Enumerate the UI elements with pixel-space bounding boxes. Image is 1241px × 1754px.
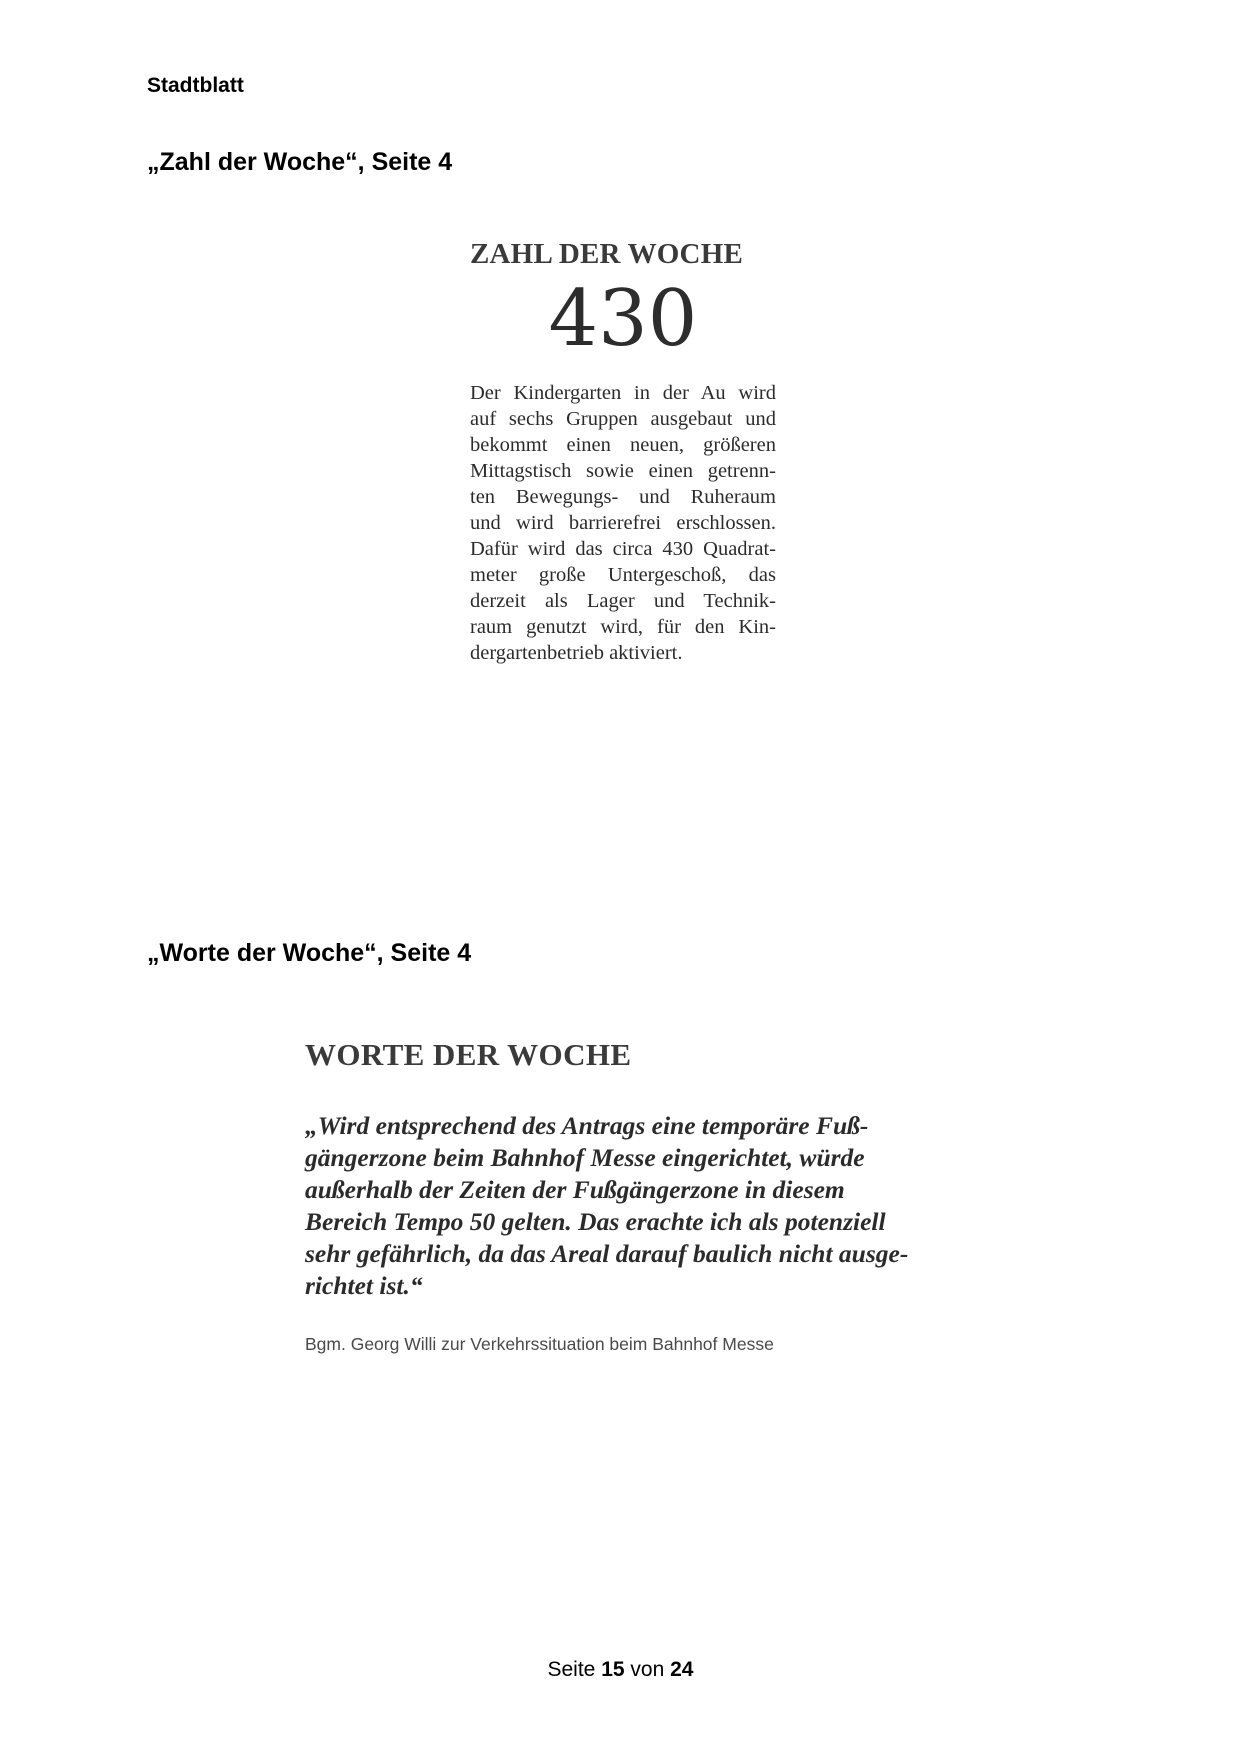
quote [305,1110,945,1302]
publication-name: Stadtblatt [147,74,244,97]
quote-line: „Wird entsprechend des Antrags eine temporäre Fuß- [305,1111,869,1140]
body-line: ten Bewegungs- und Ruheraum [470,486,776,508]
body-line: derzeit als Lager und Technik- [470,590,776,612]
page-footer [0,1658,1241,1682]
clipping-zahl-der-woche [470,236,776,666]
body-line: meter große Untergeschoß, das [470,564,776,586]
page-current: 15 [601,1658,625,1681]
quote-line: gängerzone beim Bahnhof Messe eingerichtet, würde [305,1143,865,1172]
quote-line: Bereich Tempo 50 gelten. Das erachte ich als potenziell [305,1207,886,1236]
page-prefix: Seite [547,1658,596,1681]
featured-number: 430 [548,274,698,364]
quote-line: außerhalb der Zeiten der Fußgängerzone in diesem [305,1175,845,1204]
page-total: 24 [670,1658,694,1681]
body-line: Mittagstisch sowie einen getrenn- [470,460,776,482]
body-line: dergartenbetrieb aktiviert. [470,642,683,664]
clipping-worte-der-woche [305,1036,945,1355]
clipping-title: WORTE DER WOCHE [305,1037,632,1072]
body-line: Dafür wird das circa 430 Quadrat- [470,538,776,560]
clipping-body [470,380,776,666]
quote-line: richtet ist.“ [305,1271,423,1300]
section-heading-worte: „Worte der Woche“, Seite 4 [147,939,472,967]
body-line: auf sechs Gruppen ausgebaut und [470,408,776,430]
page-separator: von [630,1658,665,1681]
section-heading-zahl: „Zahl der Woche“, Seite 4 [147,148,453,176]
body-line: Der Kindergarten in der Au wird [470,382,776,404]
body-line: bekommt einen neuen, größeren [470,434,776,456]
quote-line: sehr gefährlich, da das Areal darauf baulich nicht ausge- [305,1239,909,1268]
body-line: raum genutzt wird, für den Kin- [470,616,776,638]
clipping-title: ZAHL DER WOCHE [470,238,743,270]
quote-attribution: Bgm. Georg Willi zur Verkehrssituation beim Bahnhof Messe [305,1334,774,1354]
body-line: und wird barrierefrei erschlossen. [470,512,776,534]
